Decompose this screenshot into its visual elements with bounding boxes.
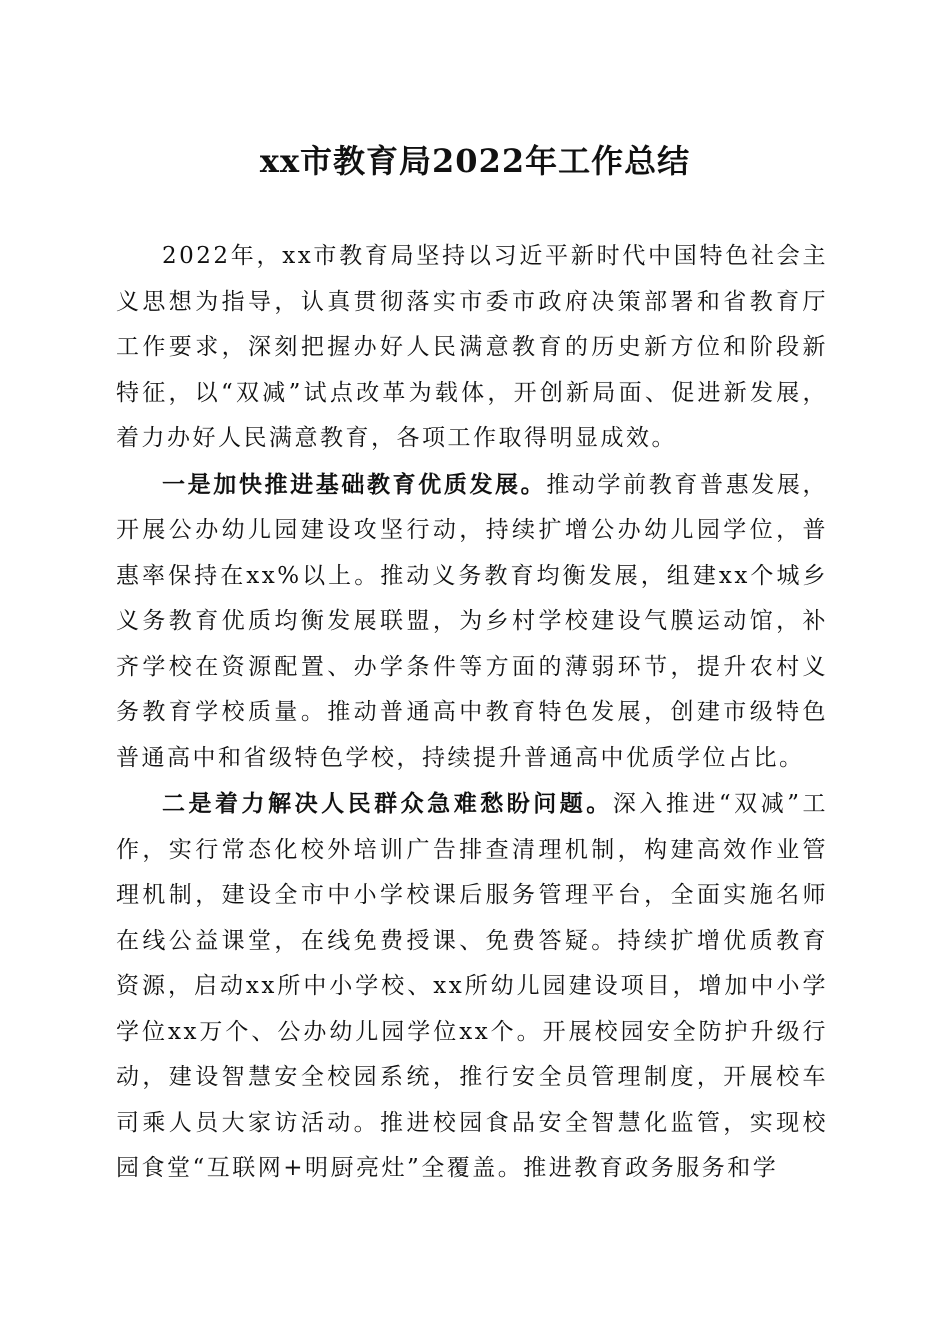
paragraph-public-concerns (116, 781, 828, 1192)
paragraph-intro (116, 234, 828, 462)
paragraph-basic-education-text: 推动学前教育普惠发展，开展公办幼儿园建设攻坚行动，持续扩增公办幼儿园学位，普惠率保持在xx%以上。推动义务教育均衡发展，组建xx个城乡义务教育优质均衡发展联盟，为乡村学校建设气膜运动馆，补齐学校在资源配置、办学条件等方面的薄弱环节，提升农村义务教育学校质量。推动普通高中教育特色发展，创建市级特色普通高中和省级特色学校，持续提升普通高中优质学位占比。 (116, 471, 829, 771)
paragraph-public-concerns-text: 深入推进“双减”工作，实行常态化校外培训广告排查清理机制，构建高效作业管理机制，建设全市中小学校课后服务管理平台，全面实施名师在线公益课堂，在线免费授课、免费答疑。持续扩增优质教育资源，启动xx所中小学校、xx所幼儿园建设项目，增加中小学学位xx万个、公办幼儿园学位xx个。开展校园安全防护升级行动，建设智慧安全校园系统，推行安全员管理制度，开展校车司乘人员大家访活动。推进校园食品安全智慧化监管，实现校园食堂“互联网+明厨亮灶”全覆盖。推进教育政务服务和学 (116, 791, 828, 1181)
document-body (116, 234, 828, 1192)
paragraph-intro-text: 2022年，xx市教育局坚持以习近平新时代中国特色社会主义思想为指导，认真贯彻落实市委市政府决策部署和省教育厅工作要求，深刻把握办好人民满意教育的历史新方位和阶段新特征，以“双减”试点改革为载体，开创新局面、促进新发展，着力办好人民满意教育，各项工作取得明显成效。 (116, 243, 828, 451)
document-title: xx市教育局2022年工作总结 (259, 142, 691, 180)
paragraph-basic-education (116, 462, 828, 782)
paragraph-public-concerns-heading: 二是着力解决人民群众急难愁盼问题。 (162, 790, 613, 817)
paragraph-basic-education-heading: 一是加快推进基础教育优质发展。 (162, 470, 547, 498)
